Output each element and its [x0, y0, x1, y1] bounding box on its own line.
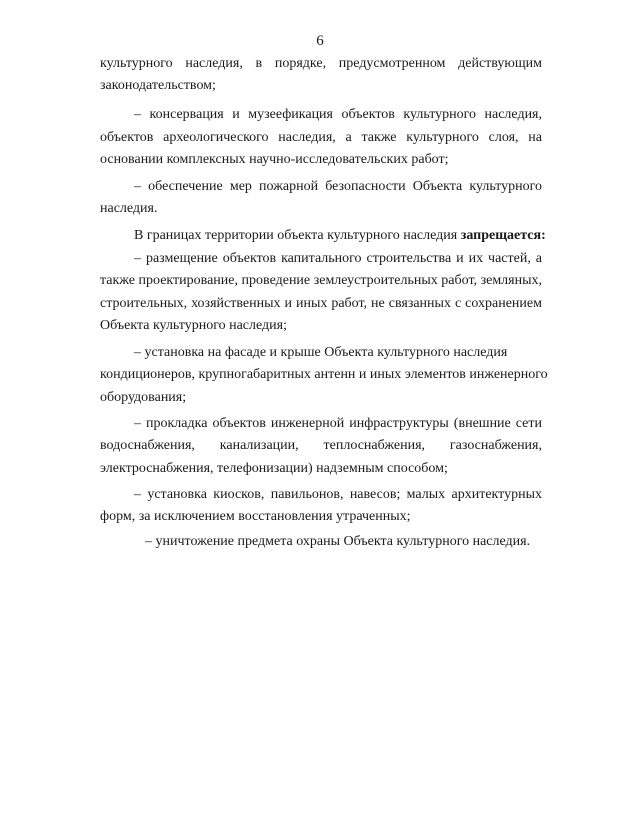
text-line: оборудования; — [100, 390, 187, 405]
text-line: – установка на фасаде и крыше Объекта культурного наследия — [134, 345, 508, 360]
text-line: – размещение объектов капитального строительства и их частей, а — [134, 251, 542, 266]
text-line: водоснабжения, канализации, теплоснабжения, газоснабжения, — [100, 438, 542, 453]
text-line: – прокладка объектов инженерной инфраструктуры (внешние сети — [134, 416, 542, 431]
text-line: – обеспечение мер пожарной безопасности Объекта культурного — [134, 179, 542, 194]
text-line: законодательством; — [100, 78, 216, 93]
text-line: культурного наследия, в порядке, предусмотренном действующим — [100, 56, 542, 71]
section-intro: В границах территории объекта культурного наследия — [134, 228, 458, 243]
text-line: объектов археологического наследия, а также культурного слоя, на — [100, 130, 542, 145]
text-line: – установка киосков, павильонов, навесов; малых архитектурных — [134, 487, 542, 502]
text-line: наследия. — [100, 201, 158, 216]
text-line: форм, за исключением восстановления утраченных; — [100, 509, 411, 524]
text-line: также проектирование, проведение землеустроительных работ, земляных, — [100, 273, 542, 288]
text-line: электроснабжения, телефонизации) надземным способом; — [100, 461, 448, 476]
text-line: – консервация и музеефикация объектов культурного наследия, — [134, 107, 542, 122]
text-line: кондиционеров, крупногабаритных антенн и иных элементов инженерного — [100, 367, 548, 382]
page-number: 6 — [316, 33, 324, 49]
text-line — [134, 227, 546, 245]
text-line: Объекта культурного наследия; — [100, 318, 287, 333]
text-line: основании комплексных научно-исследовательских работ; — [100, 152, 449, 167]
text-line: строительных, хозяйственных и иных работ, не связанных с сохранением — [100, 296, 542, 311]
text-line: – уничтожение предмета охраны Объекта культурного наследия. — [145, 534, 531, 549]
prohibited-heading: запрещается: — [460, 228, 546, 243]
